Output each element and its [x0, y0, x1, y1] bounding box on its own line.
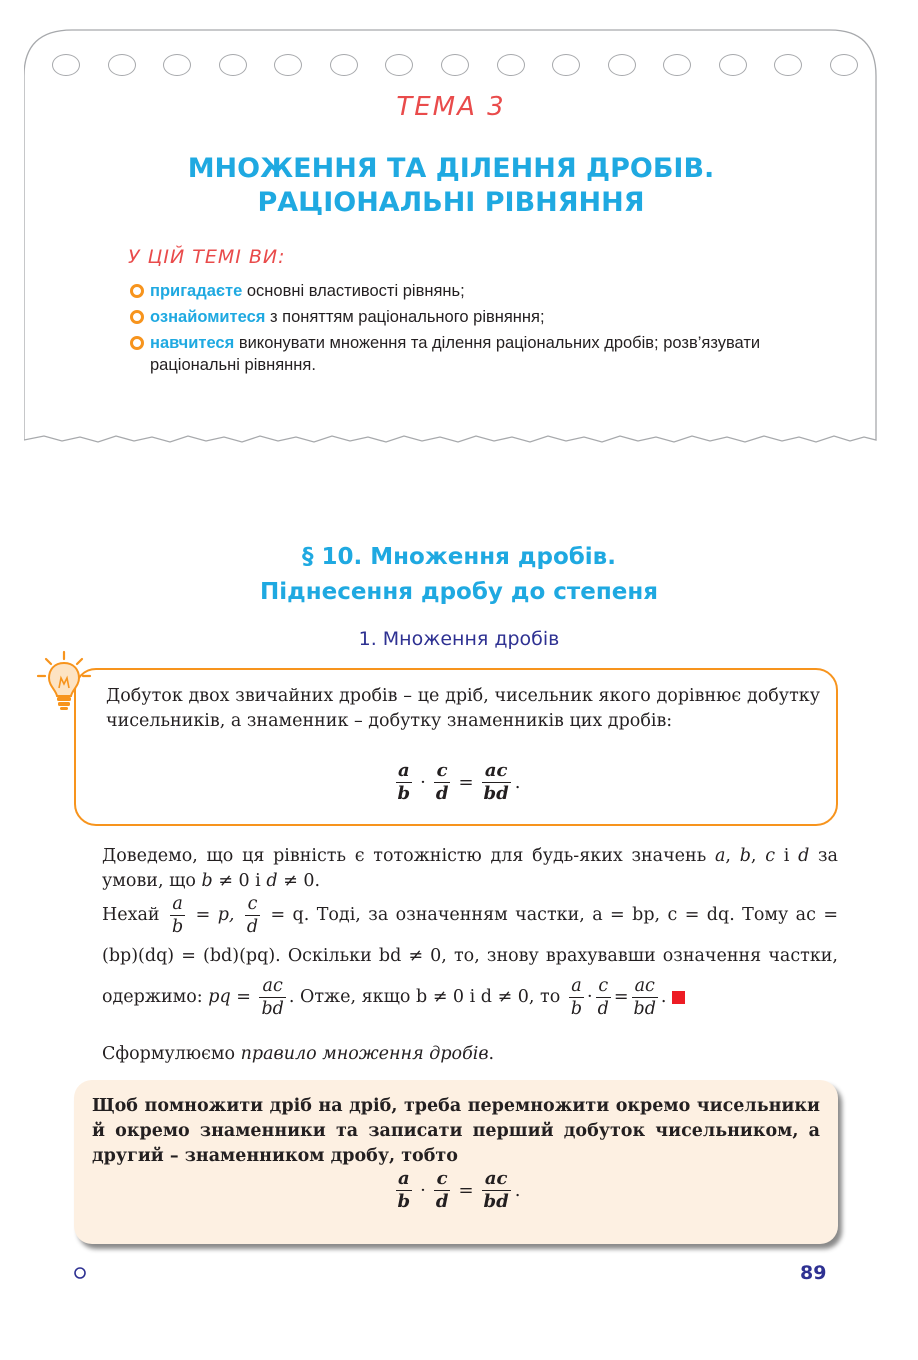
var-d: d — [798, 846, 810, 866]
fraction-ac-bd — [259, 975, 285, 1020]
definition-formula — [76, 760, 836, 805]
numerator: a — [571, 976, 582, 996]
formula-period: . — [514, 1180, 521, 1201]
fraction-a-b — [396, 1168, 413, 1213]
fraction-ac-bd — [482, 760, 511, 805]
binder-hole — [52, 54, 80, 76]
proof-paragraph-2 — [74, 893, 838, 1020]
goal-item — [130, 332, 790, 376]
text: Сформулюємо — [102, 1044, 241, 1064]
qed-square-icon — [672, 991, 685, 1004]
fraction-ac-bd — [632, 975, 658, 1020]
rule-formula — [74, 1168, 838, 1213]
footer-line — [72, 1266, 772, 1280]
denominator: b — [172, 917, 184, 937]
binder-hole — [219, 54, 247, 76]
binder-hole — [497, 54, 525, 76]
topic-title-line-2: РАЦІОНАЛЬНІ РІВНЯННЯ — [257, 187, 645, 218]
binder-hole — [552, 54, 580, 76]
binder-hole — [108, 54, 136, 76]
fraction-c-d — [434, 1168, 451, 1213]
text: Доведемо, що ця рівність є тотожністю для будь-яких значень — [102, 846, 715, 866]
var-c: c — [765, 846, 775, 866]
multiply-sign: · — [587, 987, 593, 1007]
text: = p, — [188, 905, 242, 925]
equals-sign: = — [613, 987, 629, 1007]
fraction-c-d — [245, 893, 260, 938]
goal-verb: навчитеся — [150, 334, 235, 352]
goal-verb: пригадаєте — [150, 282, 243, 300]
fraction-a-b — [396, 760, 413, 805]
bullet-circle-icon — [130, 310, 144, 324]
numerator: ac — [262, 976, 283, 996]
text: = q. Тоді, за означенням частки, — [263, 905, 593, 925]
formula-period: . — [660, 987, 667, 1007]
text: і — [775, 846, 799, 866]
fraction-a-b — [569, 975, 584, 1020]
var-b: b — [739, 846, 751, 866]
text: , — [750, 846, 766, 866]
rule-text: Щоб помножити дріб на дріб, треба перемножити окремо чисельники й окремо знаменники та записати перший добуток чисельником, а другий – знаменником дробу, тобто — [92, 1096, 820, 1166]
text: ≠ 0. — [277, 871, 321, 891]
binder-hole — [274, 54, 302, 76]
goal-text: основні властивості рівнянь; — [242, 282, 465, 300]
denominator: bd — [483, 1191, 509, 1212]
denominator: bd — [483, 783, 509, 804]
binder-holes — [52, 54, 858, 78]
formula-period: . — [514, 772, 521, 793]
numerator: c — [247, 894, 258, 914]
text: . — [488, 1044, 495, 1064]
text: pq = — [208, 987, 257, 1007]
multiply-sign: · — [420, 1180, 426, 1201]
definition-box — [74, 668, 838, 826]
bullet-circle-icon — [130, 336, 144, 350]
equals-sign: = — [458, 772, 474, 793]
text: , — [725, 846, 740, 866]
denominator: bd — [633, 999, 656, 1019]
denominator: bd — [261, 999, 284, 1019]
subsection-title: 1. Множення дробів — [358, 628, 560, 650]
text: Нехай — [102, 905, 160, 925]
bullet-circle-icon — [130, 284, 144, 298]
section-title-line-2: Піднесення дробу до степеня — [260, 579, 658, 605]
text: . Отже, якщо b ≠ 0 і d ≠ 0, то — [288, 987, 561, 1007]
numerator: ac — [484, 1168, 508, 1189]
text: за умови, що — [102, 846, 838, 891]
var-a: a — [714, 846, 726, 866]
numerator: a — [172, 894, 183, 914]
numerator: ac — [634, 976, 655, 996]
numerator: c — [436, 760, 448, 781]
goal-verb: ознайомитеся — [150, 308, 266, 326]
binder-hole — [663, 54, 691, 76]
definition-text: Добуток двох звичайних дробів – це дріб, чисельник якого дорівнює добутку чисельників, а знаменник – добутку знаменників цих дробів: — [106, 686, 820, 731]
goal-item — [130, 306, 790, 328]
rule-box — [74, 1080, 838, 1244]
section-title — [0, 540, 918, 610]
denominator: d — [435, 1191, 449, 1212]
card-background — [24, 28, 878, 448]
text: ≠ 0 і — [212, 871, 267, 891]
var-b: b — [201, 871, 213, 891]
denominator: b — [397, 1191, 411, 1212]
binder-hole — [163, 54, 191, 76]
lightbulb-icon — [34, 648, 94, 714]
binder-hole — [441, 54, 469, 76]
equals-sign: = — [458, 1180, 474, 1201]
fraction-c-d — [596, 975, 611, 1020]
numerator: c — [598, 976, 609, 996]
denominator: b — [570, 999, 583, 1019]
fraction-a-b — [170, 893, 185, 938]
goal-text: з поняттям раціонального рівняння; — [265, 308, 545, 326]
goal-text: виконувати множення та ділення раціональних дробів; розв’язувати раціональні рівняння. — [150, 334, 761, 374]
goal-item — [130, 280, 790, 302]
binder-hole — [608, 54, 636, 76]
denominator: b — [397, 783, 411, 804]
goals-list — [130, 280, 790, 380]
binder-hole — [719, 54, 747, 76]
numerator: a — [397, 1168, 410, 1189]
binder-hole — [774, 54, 802, 76]
topic-title — [24, 152, 878, 220]
numerator: a — [397, 760, 410, 781]
denominator: d — [435, 783, 449, 804]
section-title-line-1: § 10. Множення дробів. — [302, 544, 616, 570]
denominator: d — [246, 917, 259, 937]
goals-heading: У ЦІЙ ТЕМІ ВИ: — [128, 246, 286, 268]
fraction-c-d — [434, 760, 451, 805]
var-d: d — [266, 871, 278, 891]
proof-paragraph-1 — [74, 844, 838, 894]
denominator: d — [597, 999, 609, 1019]
theme-label: ТЕМА 3 — [396, 92, 506, 122]
topic-title-line-1: МНОЖЕННЯ ТА ДІЛЕННЯ ДРОБІВ. — [187, 153, 715, 184]
multiply-sign: · — [420, 772, 426, 793]
fraction-ac-bd — [482, 1168, 511, 1213]
binder-hole — [830, 54, 858, 76]
numerator: c — [436, 1168, 448, 1189]
binder-hole — [385, 54, 413, 76]
page-number: 89 — [800, 1262, 827, 1284]
numerator: ac — [484, 760, 508, 781]
rule-name: правило множення дробів — [240, 1044, 489, 1064]
proof-paragraph-3 — [74, 1042, 838, 1067]
topic-card — [24, 28, 878, 448]
binder-hole — [330, 54, 358, 76]
text: a = bp, c = dq. Тому ac = (bp)(dq) = (bd)(pq). Оскільки bd ≠ 0, то, знову врахувавши означення частки, одержимо: — [102, 905, 838, 1007]
